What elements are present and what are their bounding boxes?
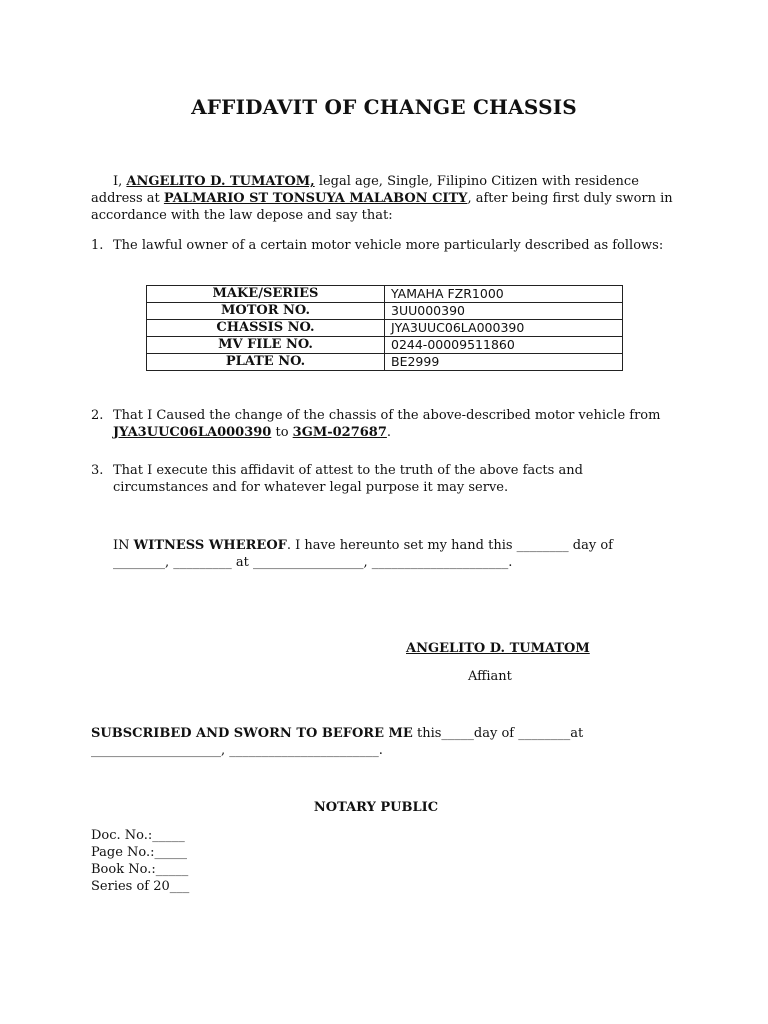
old-chassis-number: JYA3UUC06LA000390 (113, 425, 272, 440)
item-text-mid: to (271, 425, 293, 440)
item-text: That I execute this affidavit of attest to the truth of the above facts and circumstances and for whatever legal purpose it may serve. (113, 463, 583, 495)
row-label: MAKE/SERIES (147, 286, 385, 303)
list-item-2 (91, 407, 681, 441)
row-label: CHASSIS NO. (147, 320, 385, 337)
intro-prefix: I, (113, 174, 127, 189)
subscribed-paragraph (91, 725, 691, 759)
subscribed-heading: SUBSCRIBED AND SWORN TO BEFORE ME (91, 726, 413, 741)
table-row (147, 354, 623, 371)
book-number-line: Book No.:_____ (91, 862, 189, 877)
item-text (113, 407, 681, 441)
intro-text-2: , after being first duly sworn in accordance with the law depose and say that: (91, 191, 673, 223)
row-value: YAMAHA FZR1000 (385, 286, 623, 303)
table-row (147, 337, 623, 354)
document-reference-block (91, 827, 189, 895)
page-number-line: Page No.:_____ (91, 845, 188, 860)
witness-whereof: WITNESS WHEREOF (133, 538, 287, 553)
witness-paragraph (113, 537, 673, 571)
item-text-end: . (386, 425, 392, 440)
new-chassis-number: 3GM-027687 (292, 425, 387, 440)
document-title: AFFIDAVIT OF CHANGE CHASSIS (191, 95, 577, 119)
series-line: Series of 20___ (91, 879, 190, 894)
table-row (147, 303, 623, 320)
list-item-1 (91, 237, 681, 254)
witness-text: . I have hereunto set my hand this ________ day of ________, _________ at _________________, _____________________. (113, 538, 613, 570)
affiant-signature-name: ANGELITO D. TUMATOM (406, 641, 590, 656)
notary-public-label: NOTARY PUBLIC (313, 800, 439, 815)
item-number: 2. (91, 408, 104, 423)
row-value: 0244-00009511860 (385, 337, 623, 354)
intro-text-1: legal age, Single, Filipino Citizen with residence address at (91, 174, 639, 206)
item-number: 1. (91, 238, 104, 253)
vehicle-details-table (146, 285, 623, 371)
item-text-start: That I Caused the change of the chassis of the above-described motor vehicle from (113, 408, 661, 423)
table-row (147, 320, 623, 337)
table-row (147, 286, 623, 303)
intro-paragraph (91, 173, 681, 224)
row-value: JYA3UUC06LA000390 (385, 320, 623, 337)
residence-address: PALMARIO ST TONSUYA MALABON CITY (163, 191, 468, 206)
row-label: PLATE NO. (147, 354, 385, 371)
row-label: MOTOR NO. (147, 303, 385, 320)
row-value: 3UU000390 (385, 303, 623, 320)
affiant-label: Affiant (468, 669, 512, 684)
affiant-name-intro: ANGELITO D. TUMATOM, (126, 174, 315, 189)
item-text: The lawful owner of a certain motor vehicle more particularly described as follows: (113, 238, 664, 253)
subscribed-text: this_____day of ________at ____________________, _______________________. (91, 726, 584, 758)
witness-prefix: IN (113, 538, 134, 553)
item-number: 3. (91, 463, 104, 478)
row-value: BE2999 (385, 354, 623, 371)
list-item-3 (91, 462, 681, 496)
doc-number-line: Doc. No.:_____ (91, 828, 185, 843)
row-label: MV FILE NO. (147, 337, 385, 354)
